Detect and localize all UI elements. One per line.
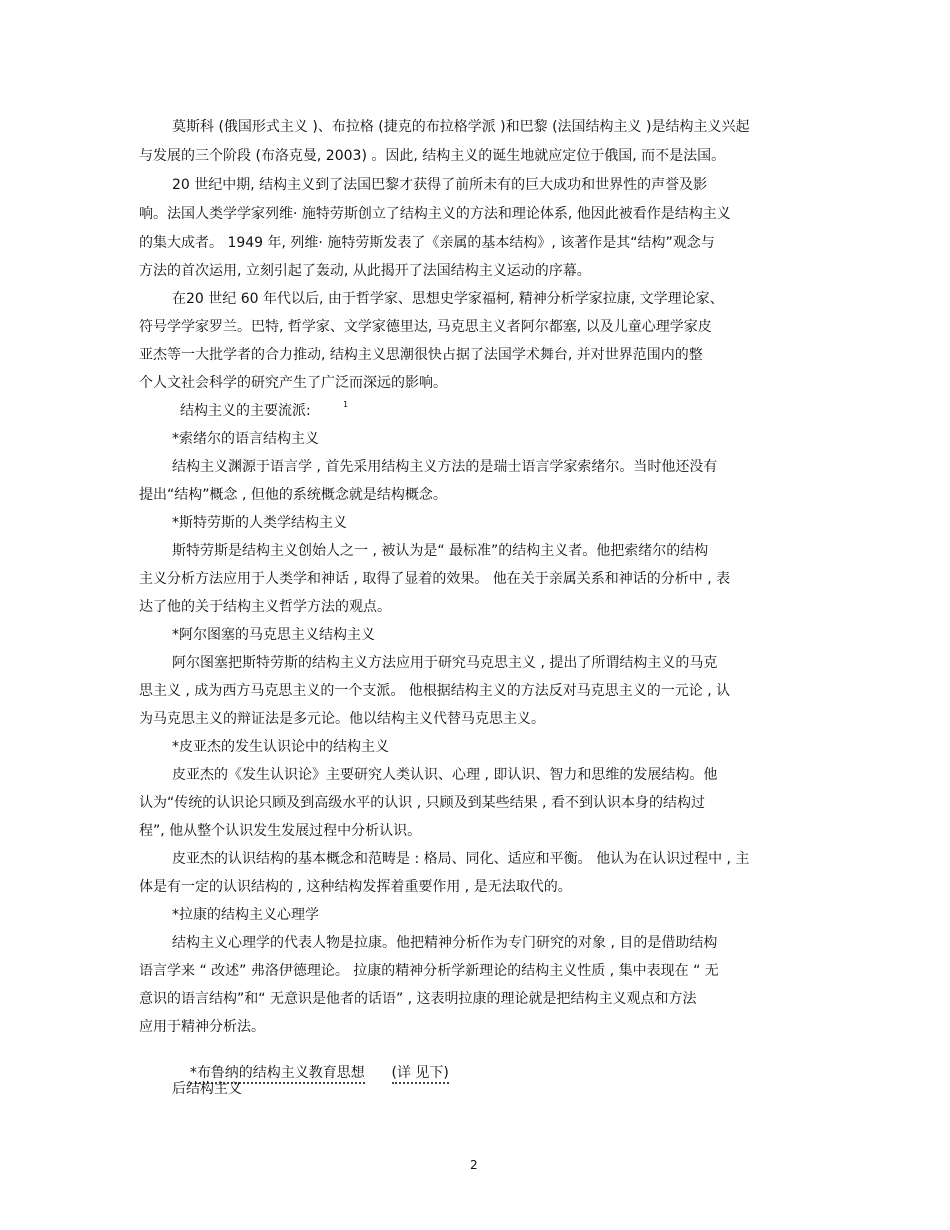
paragraph-line: 结构主义渊源于语言学 , 首先采用结构主义方法的是瑞士语言学家索绪尔。当时他还没有 [172, 459, 718, 475]
paragraph-line: 符号学学家罗兰。巴特, 哲学家、文学家德里达, 马克思主义者阿尔都塞, 以及儿童心理学家皮 [139, 319, 712, 335]
paragraph-line: 主义分析方法应用于人类学和神话 , 取得了显着的效果。 他在关于亲属关系和神话的分析中 , 表 [139, 571, 731, 587]
see-below-note: (详 见下) [392, 1065, 449, 1084]
paragraph-line: 亚杰等一大批学者的合力推动, 结构主义思潮很快占据了法国学术舞台, 并对世界范围内的整 [139, 347, 703, 363]
paragraph-line: 皮亚杰的《发生认识论》主要研究人类认识、心理 , 即认识、智力和思维的发展结构。他 [172, 767, 718, 783]
paragraph-line: 20 世纪中期, 结构主义到了法国巴黎才获得了前所未有的巨大成功和世界性的声誉及影 [172, 177, 708, 193]
paragraph-line: 莫斯科 (俄国形式主义 )、布拉格 (捷克的布拉格学派 )和巴黎 (法国结构主义 )是结构主义兴起 [172, 119, 750, 135]
paragraph-line: 个人文社会科学的研究产生了广泛而深远的影响。 [139, 375, 447, 391]
paragraph-line: 程”, 他从整个认识发生发展过程中分析认识。 [139, 823, 422, 839]
subsection-heading: *索绪尔的语言结构主义 [172, 431, 319, 447]
subsection-heading: *拉康的结构主义心理学 [172, 907, 319, 923]
paragraph-line: 斯特劳斯是结构主义创始人之一 , 被认为是“ 最标准”的结构主义者。他把索绪尔的结构 [172, 543, 709, 559]
paragraph-line: 提出“结构”概念 , 但他的系统概念就是结构概念。 [139, 487, 447, 503]
subsection-heading: *阿尔图塞的马克思主义结构主义 [172, 627, 375, 643]
paragraph-line: 语言学来 “ 改述” 弗洛伊德理论。 拉康的精神分析学新理论的结构主义性质 , 集中表现在 “ 无 [139, 963, 719, 979]
emphasized-heading-text: *布鲁纳的结构主义教育思想 [190, 1065, 365, 1084]
paragraph-line: 方法的首次运用, 立刻引起了轰动, 从此揭开了法国结构主义运动的序幕。 [139, 263, 591, 279]
page-number: 2 [470, 1158, 478, 1172]
paragraph-line: 认为“传统的认识论只顾及到高级水平的认识 , 只顾及到某些结果 , 看不到认识本身的结构过 [139, 795, 705, 811]
paragraph-line: 应用于精神分析法。 [139, 1019, 265, 1035]
paragraph-line: 在20 世纪 60 年代以后, 由于哲学家、思想史学家福柯, 精神分析学家拉康, 文学理论家、 [172, 291, 724, 307]
paragraph-line: 皮亚杰的认识结构的基本概念和范畴是 : 格局、同化、适应和平衡。 他认为在认识过程中 , 主 [172, 851, 750, 867]
paragraph-line: 达了他的关于结构主义哲学方法的观点。 [139, 599, 391, 615]
paragraph-line: 与发展的三个阶段 (布洛克曼, 2003) 。因此, 结构主义的诞生地就应定位于俄国, 而不是法国。 [139, 148, 726, 164]
section-heading: 后结构主义 [172, 1081, 242, 1097]
paragraph-line: 阿尔图塞把斯特劳斯的结构主义方法应用于研究马克思主义 , 提出了所谓结构主义的马克 [172, 655, 718, 671]
subsection-heading: *皮亚杰的发生认识论中的结构主义 [172, 739, 389, 755]
paragraph-line: 响。法国人类学学家列维· 施特劳斯创立了结构主义的方法和理论体系, 他因此被看作是结构主义 [139, 206, 731, 222]
paragraph-line: 体是有一定的认识结构的 , 这种结构发挥着重要作用 , 是无法取代的。 [139, 879, 572, 895]
paragraph-line: 思主义 , 成为西方马克思主义的一个支派。 他根据结构主义的方法反对马克思主义的一元论 , 认 [139, 683, 731, 699]
paragraph-line: 的集大成者。 1949 年, 列维· 施特劳斯发表了《亲属的基本结构》, 该著作是其“结构”观念与 [139, 235, 715, 251]
subsection-heading: *斯特劳斯的人类学结构主义 [172, 515, 347, 531]
footnote-mark: 1 [343, 400, 349, 409]
paragraph-line: 结构主义心理学的代表人物是拉康。他把精神分析作为专门研究的对象 , 目的是借助结构 [172, 935, 718, 951]
paragraph-line: 意识的语言结构”和“ 无意识是他者的话语” , 这表明拉康的理论就是把结构主义观点和方法 [139, 991, 697, 1007]
paragraph-line: 为马克思主义的辩证法是多元论。他以结构主义代替马克思主义。 [139, 711, 545, 727]
section-heading: 结构主义的主要流派: [180, 403, 311, 419]
